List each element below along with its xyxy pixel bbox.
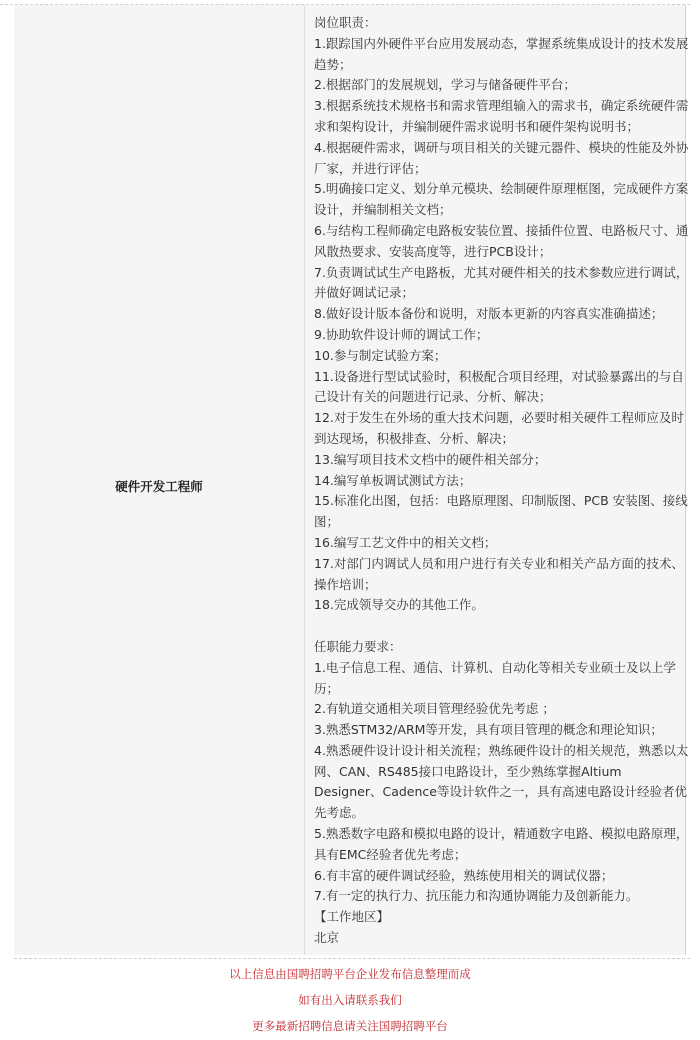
requirements-heading: 任职能力要求：	[314, 638, 402, 654]
location-heading: 【工作地区】	[314, 909, 390, 925]
duty-item: 3.根据系统技术规格书和需求管理组输入的需求书，确定系统硬件需求和架构设计，并编制硬件需求说明书和硬件架构说明书；	[314, 98, 689, 134]
duty-item: 13.编写项目技术文档中的硬件相关部分；	[314, 451, 547, 467]
job-table	[14, 5, 689, 955]
requirement-item: 7.有一定的执行力、抗压能力和沟通协调能力及创新能力。	[314, 888, 639, 904]
requirement-item: 4.熟悉硬件设计设计相关流程；熟练硬件设计的相关规范，熟悉以太网、CAN、RS485接口电路设计，至少熟练掌握Altium Designer、Cadence等设计软件之一，具有高速电路设计经验者优先考虑。	[314, 742, 689, 821]
section-gap	[314, 616, 694, 637]
duty-item: 12.对于发生在外场的重大技术问题，必要时相关硬件工程师应及时到达现场，积极排查、分析、解决；	[314, 410, 684, 446]
duty-item: 8.做好设计版本备份和说明，对版本更新的内容真实准确描述；	[314, 306, 664, 322]
duty-item: 11.设备进行型试试验时，积极配合项目经理，对试验暴露出的与自己设计有关的问题进行记录、分析、解决；	[314, 368, 684, 405]
position-title: 硬件开发工程师	[115, 479, 203, 494]
duty-item: 15.标准化出图，包括：电路原理图、印制版图、PCB 安装图、接线图；	[314, 493, 688, 530]
duty-item: 4.根据硬件需求，调研与项目相关的关键元器件、模块的性能及外协厂家，并进行评估；	[314, 139, 689, 176]
bottom-divider	[14, 958, 690, 959]
duty-item: 14.编写单板调试测试方法；	[314, 472, 472, 488]
duty-item: 6.与结构工程师确定电路板安装位置、接插件位置、电路板尺寸、通风散热要求、安装高度等，进行PCB设计；	[314, 222, 689, 259]
footer-follow-note: 更多最新招聘信息请关注国聘招聘平台	[252, 1019, 448, 1033]
requirement-item: 6.有丰富的硬件调试经验，熟练使用相关的调试仪器；	[314, 867, 614, 883]
duty-item: 18.完成领导交办的其他工作。	[314, 597, 484, 613]
requirement-item: 3.熟悉STM32/ARM等开发，具有项目管理的概念和理论知识；	[314, 722, 663, 738]
duty-item: 5.明确接口定义、划分单元模块、绘制硬件原理框图，完成硬件方案设计，并编制相关文档；	[314, 181, 689, 218]
duty-item: 10.参与制定试验方案；	[314, 347, 447, 363]
column-divider	[304, 5, 305, 955]
requirement-item: 2.有轨道交通相关项目管理经验优先考虑 ；	[314, 701, 555, 717]
footer-source-note: 以上信息由国聘招聘平台企业发布信息整理而成	[229, 967, 471, 981]
duty-item: 17.对部门内调试人员和用户进行有关专业和相关产品方面的技术、操作培训；	[314, 555, 684, 592]
duty-item: 7.负责调试试生产电路板，尤其对硬件相关的技术参数应进行调试，并做好调试记录；	[314, 264, 689, 301]
location-value: 北京	[314, 930, 340, 946]
duty-item: 9.协助软件设计师的调试工作；	[314, 326, 489, 342]
footer-contact-note: 如有出入请联系我们	[298, 993, 402, 1007]
duties-heading: 岗位职责：	[314, 15, 377, 30]
requirement-item: 1.电子信息工程、通信、计算机、自动化等相关专业硕士及以上学历；	[314, 659, 676, 696]
duty-item: 2.根据部门的发展规划，学习与储备硬件平台；	[314, 77, 576, 93]
job-description	[314, 13, 694, 949]
duty-item: 16.编写工艺文件中的相关文档；	[314, 534, 497, 550]
requirement-item: 5.熟悉数字电路和模拟电路的设计，精通数字电路、模拟电路原理，具有EMC经验者优先考虑；	[314, 826, 689, 862]
duty-item: 1.跟踪国内外硬件平台应用发展动态，掌握系统集成设计的技术发展趋势；	[314, 35, 689, 72]
